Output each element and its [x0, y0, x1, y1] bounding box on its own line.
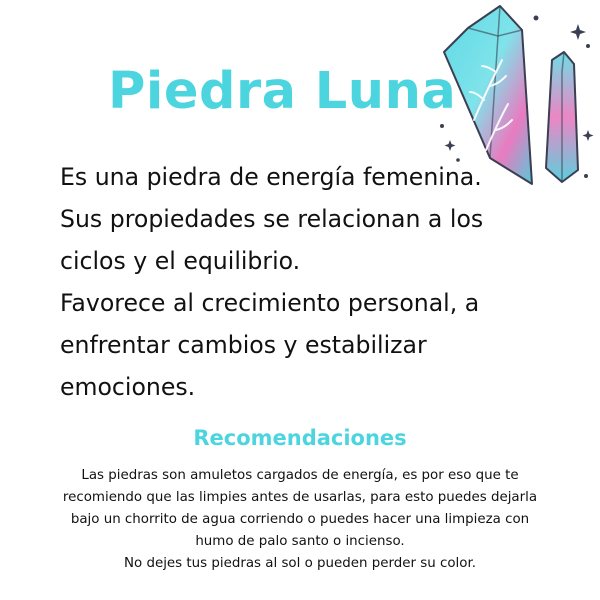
description-line: enfrentar cambios y estabilizar: [60, 331, 427, 359]
recommendation-line: recomiendo que las limpies antes de usarlas, para esto puedes dejarla: [62, 490, 538, 505]
description-line: Es una piedra de energía femenina.: [60, 163, 482, 191]
page-title: Piedra Luna: [108, 62, 457, 121]
description-line: ciclos y el equilibrio.: [60, 247, 301, 275]
recommendation-line: No dejes tus piedras al sol o pueden perder su color.: [124, 556, 476, 571]
recommendations-heading: Recomendaciones: [193, 426, 407, 450]
description-line: emociones.: [60, 373, 196, 401]
recommendation-line: bajo un chorrito de agua corriendo o puedes hacer una limpieza con: [70, 512, 530, 527]
recommendation-line: humo de palo santo o incienso.: [195, 534, 405, 549]
description-line: Sus propiedades se relacionan a los: [60, 205, 484, 233]
description-line: Favorece al crecimiento personal, a: [60, 289, 480, 317]
recommendation-line: Las piedras son amuletos cargados de energía, es por eso que te: [81, 468, 519, 483]
stone-description: [60, 156, 580, 408]
recommendations-text: [40, 465, 560, 575]
